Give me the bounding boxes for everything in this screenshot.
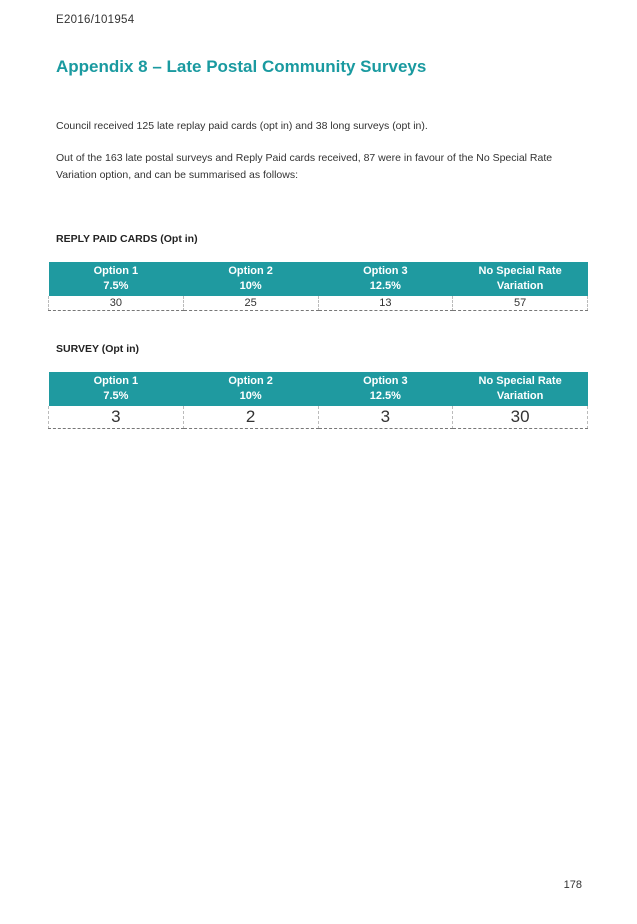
column-header-option-3: Option 3 12.5% [318, 262, 453, 296]
survey-table [48, 372, 588, 429]
value-option-2: 2 [183, 406, 318, 429]
reply-paid-cards-table [48, 262, 588, 311]
column-header-no-special-rate: No Special Rate Variation [453, 372, 588, 406]
column-header-option-2: Option 2 10% [183, 372, 318, 406]
value-no-special-rate: 57 [453, 296, 588, 311]
intro-paragraph: Council received 125 late replay paid cards (opt in) and 38 long surveys (opt in). [56, 120, 428, 132]
document-reference: E2016/101954 [56, 14, 135, 26]
summary-paragraph: Out of the 163 late postal surveys and Reply Paid cards received, 87 were in favour of the No Special Rate Variation option, and can be summarised as follows: [56, 152, 553, 181]
value-option-3: 13 [318, 296, 453, 311]
value-option-3: 3 [318, 406, 453, 429]
table-header-row [49, 262, 588, 296]
table-header-row [49, 372, 588, 406]
column-header-option-1: Option 1 7.5% [49, 262, 184, 296]
column-header-option-1: Option 1 7.5% [49, 372, 184, 406]
table-row [49, 296, 588, 311]
column-header-option-3: Option 3 12.5% [318, 372, 453, 406]
value-option-2: 25 [183, 296, 318, 311]
table-row [49, 406, 588, 429]
page-title: Appendix 8 – Late Postal Community Surveys [56, 57, 427, 76]
reply-paid-cards-heading: REPLY PAID CARDS (Opt in) [56, 233, 198, 245]
value-option-1: 30 [49, 296, 184, 311]
value-no-special-rate: 30 [453, 406, 588, 429]
column-header-option-2: Option 2 10% [183, 262, 318, 296]
column-header-no-special-rate: No Special Rate Variation [453, 262, 588, 296]
survey-heading: SURVEY (Opt in) [56, 343, 140, 355]
page-number: 178 [563, 879, 582, 891]
value-option-1: 3 [49, 406, 184, 429]
